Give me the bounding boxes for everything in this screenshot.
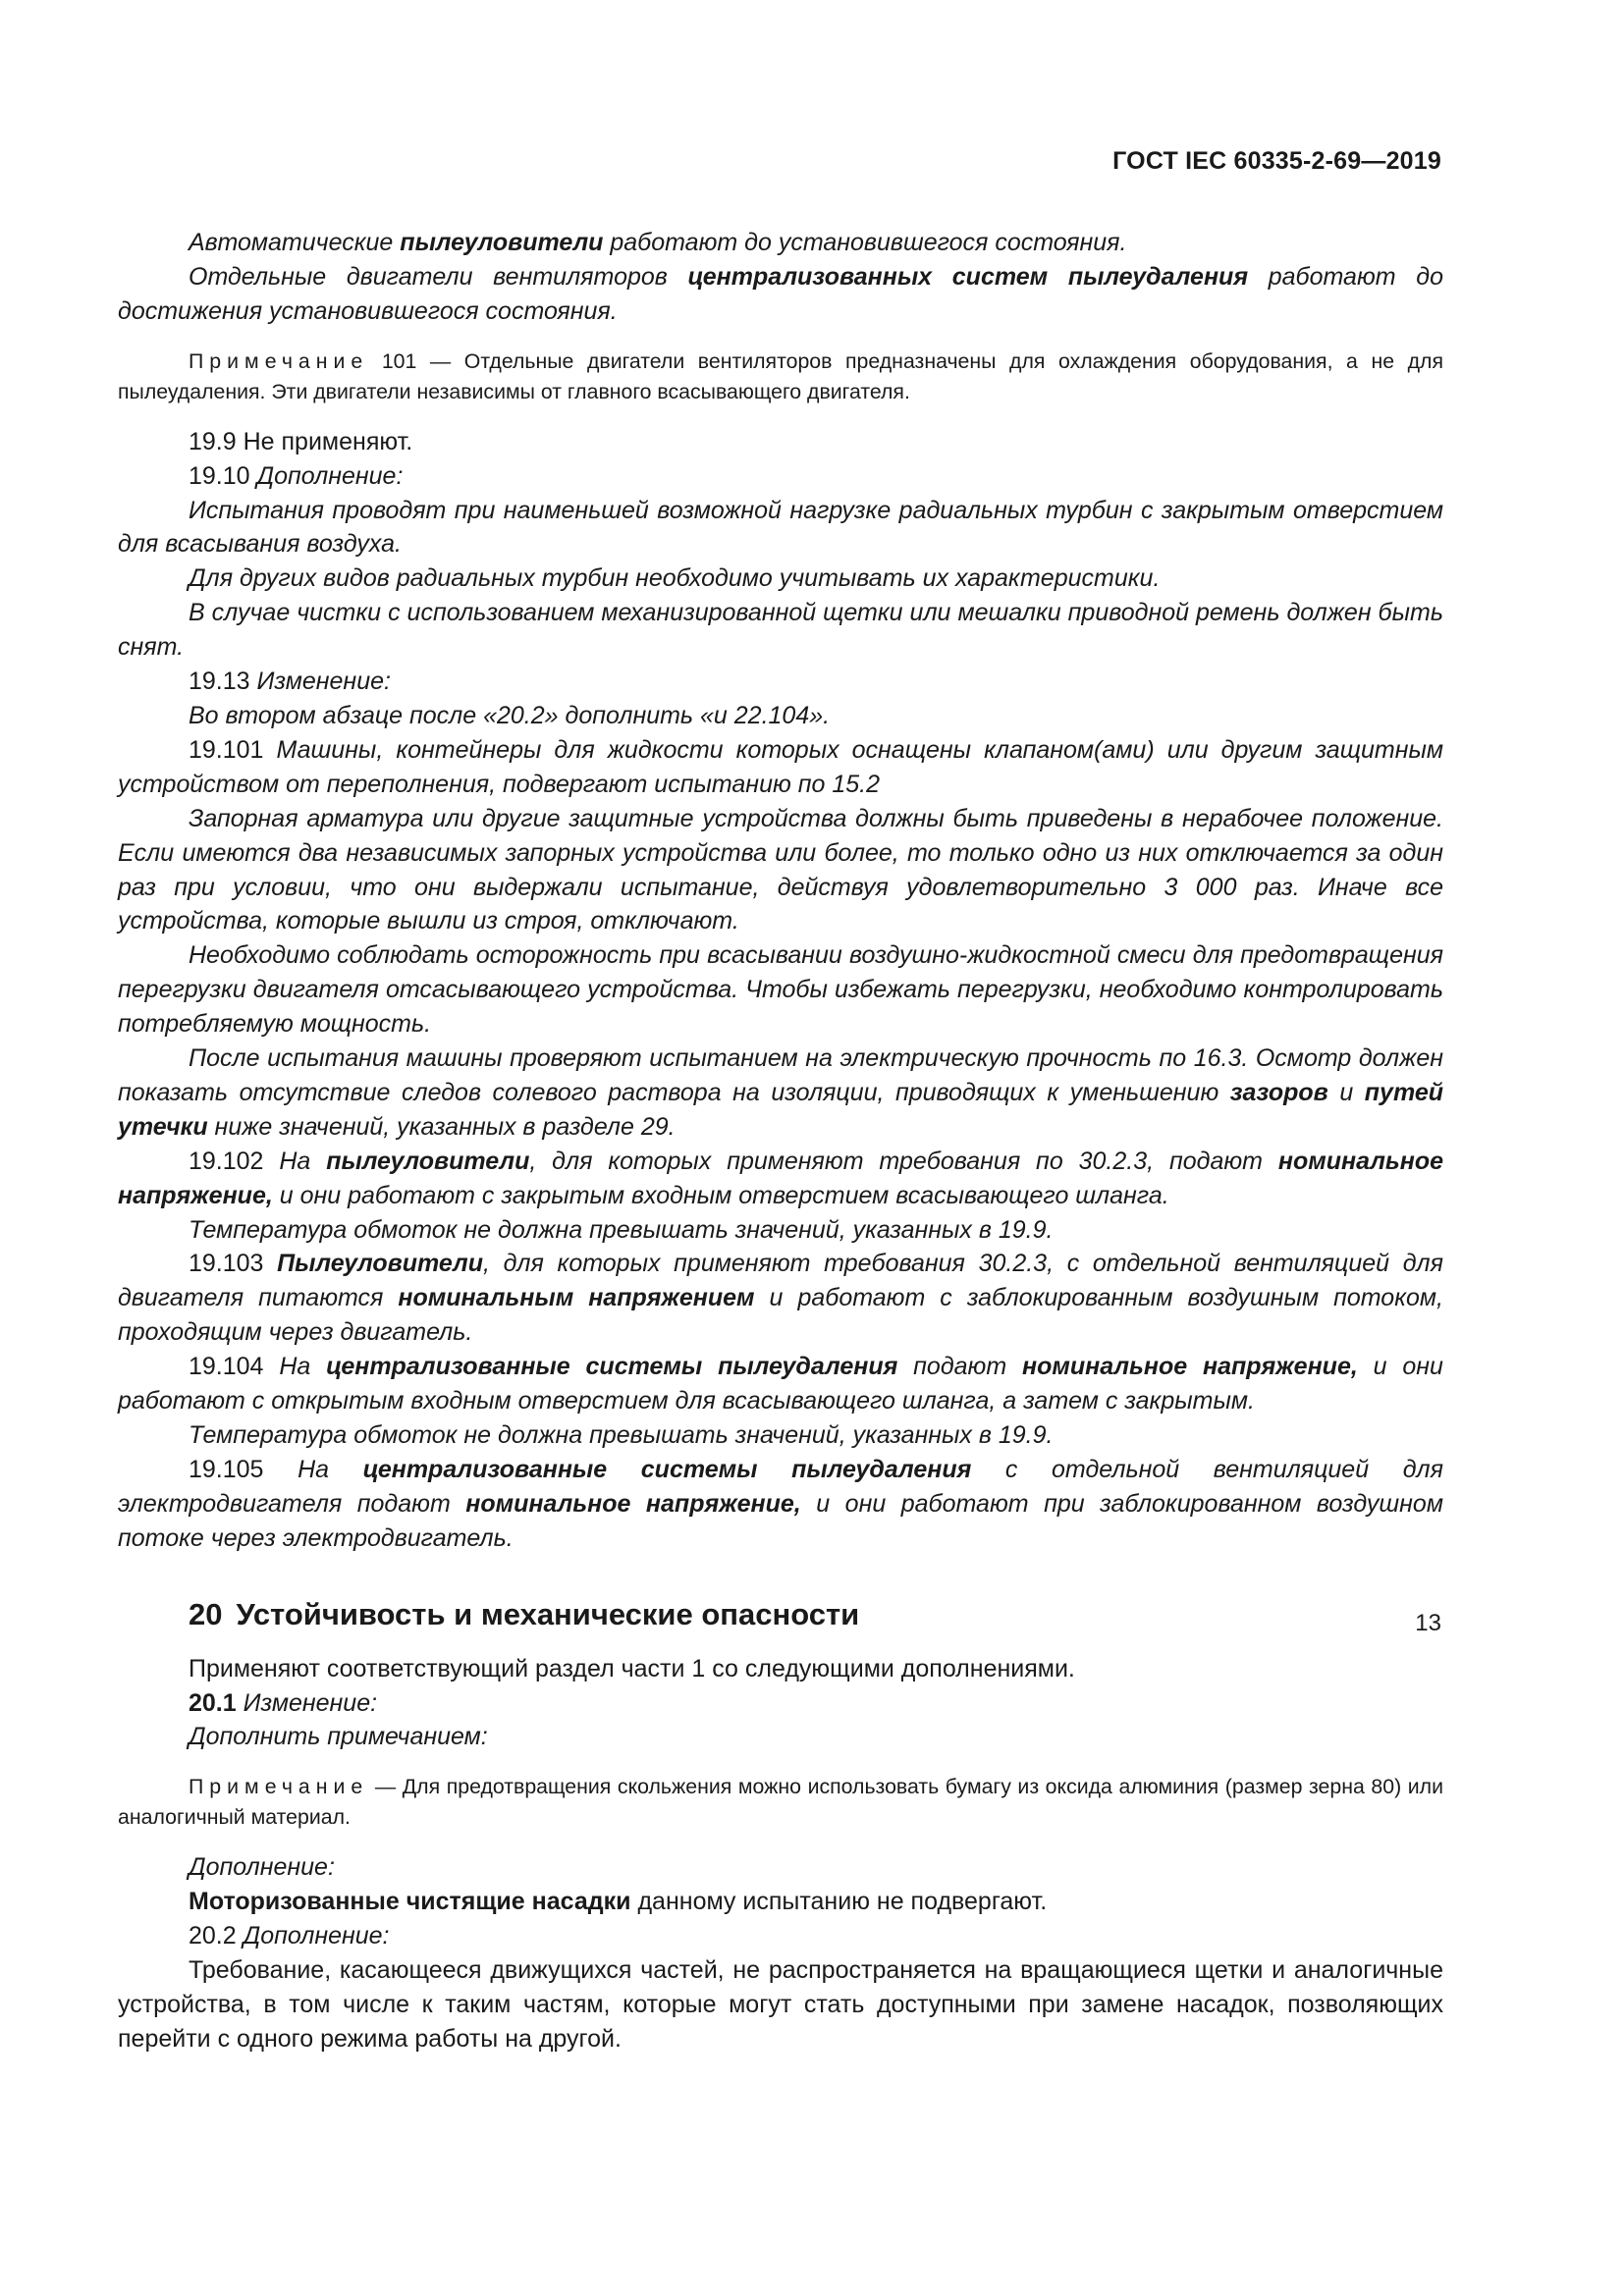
note-101: Примечание 101 — Отдельные двигатели вентиляторов предназначены для охлаждения оборудования, а не для пылеудаления. Эти двигатели независимы от главного всасывающего двигателя. <box>118 348 1443 403</box>
clause-19-9: 19.9 Не применяют. <box>189 427 413 455</box>
document-body <box>118 226 1443 2056</box>
paragraph: Необходимо соблюдать осторожность при всасывании воздушно-жидкостной смеси для предотвращения перегрузки двигателя отсасывающего устройства. Чтобы избежать перегрузки, необходимо контролировать потребляемую мощность. <box>118 941 1443 1039</box>
paragraph: Температура обмоток не должна превышать значений, указанных в 19.9. <box>189 1421 1054 1449</box>
paragraph: Дополнение: <box>189 1853 335 1882</box>
paragraph: Испытания проводят при наименьшей возможной нагрузке радиальных турбин с закрытым отверстием для всасывания воздуха. <box>118 496 1443 559</box>
paragraph: Применяют соответствующий раздел части 1 со следующими дополнениями. <box>189 1654 1075 1682</box>
clause-19-105: 19.105 На централизованные системы пылеудаления с отдельной вентиляцией для электродвигателя подают номинальное напряжение, и они работают при заблокированном воздушном потоке через электродвигатель. <box>118 1455 1443 1552</box>
paragraph: Дополнить примечанием: <box>189 1723 488 1751</box>
paragraph: После испытания машины проверяют испытанием на электрическую прочность по 16.3. Осмотр должен показать отсутствие следов солевого раствора на изоляции, приводящих к уменьшению зазоров и путей утечки ниже значений, указанных в разделе 29. <box>118 1044 1444 1141</box>
note-grit: Примечание — Для предотвращения скольжения можно использовать бумагу из оксида алюминия (размер зерна 80) или аналогичный материал. <box>118 1775 1443 1830</box>
clause-19-13: 19.13 Изменение: <box>189 667 391 696</box>
clause-19-104: 19.104 На централизованные системы пылеудаления подают номинальное напряжение, и они работают с открытым входным отверстием для всасывающего шланга, а затем с закрытым. <box>118 1353 1443 1415</box>
paragraph: Во втором абзаце после «20.2» дополнить «и 22.104». <box>189 701 831 729</box>
clause-19-103: 19.103 Пылеуловители, для которых применяют требования 30.2.3, с отдельной вентиляцией для двигателя питаются номинальным напряжением и работают с заблокированным воздушным потоком, проходящим через двигатель. <box>118 1250 1444 1347</box>
paragraph: Требование, касающееся движущихся частей, не распространяется на вращающиеся щетки и аналогичные устройства, в том числе к таким частям, которые могут стать доступными при замене насадок, позволяющих перейти с одного режима работы на другой. <box>118 1956 1443 2053</box>
standard-header: ГОСТ IEC 60335-2-69—2019 <box>1112 147 1441 175</box>
paragraph: Запорная арматура или другие защитные устройства должны быть приведены в нерабочее положение. Если имеются два независимых запорных устройства или более, то только одно из них отключается за один раз при условии, что они выдержали испытание, действуя удовлетворительно 3 000 раз. Иначе все устройства, которые вышли из строя, отключают. <box>118 804 1443 935</box>
clause-19-10: 19.10 Дополнение: <box>189 461 404 490</box>
paragraph: Моторизованные чистящие насадки данному испытанию не подвергают. <box>189 1888 1048 1916</box>
paragraph: Температура обмоток не должна превышать значений, указанных в 19.9. <box>189 1215 1054 1244</box>
section-heading-20: 20 Устойчивость и механические опасности <box>189 1596 860 1631</box>
paragraph: Отдельные двигатели вентиляторов централизованных систем пылеудаления работают до достижения установившегося состояния. <box>118 262 1443 325</box>
clause-20-2: 20.2 Дополнение: <box>189 1922 390 1950</box>
clause-19-102: 19.102 На пылеуловители, для которых применяют требования по 30.2.3, подают номинальное напряжение, и они работают с закрытым входным отверстием всасывающего шланга. <box>118 1147 1443 1209</box>
clause-20-1: 20.1 Изменение: <box>189 1688 378 1717</box>
paragraph: Для других видов радиальных турбин необходимо учитывать их характеристики. <box>189 564 1161 593</box>
paragraph: Автоматические пылеуловители работают до установившегося состояния. <box>189 229 1127 256</box>
page-number: 13 <box>1415 1610 1441 1636</box>
paragraph: В случае чистки с использованием механизированной щетки или мешалки приводной ремень должен быть снят. <box>118 599 1443 662</box>
clause-19-101: 19.101 Машины, контейнеры для жидкости которых оснащены клапаном(ами) или другим защитным устройством от переполнения, подвергают испытанию по 15.2 <box>118 735 1443 798</box>
